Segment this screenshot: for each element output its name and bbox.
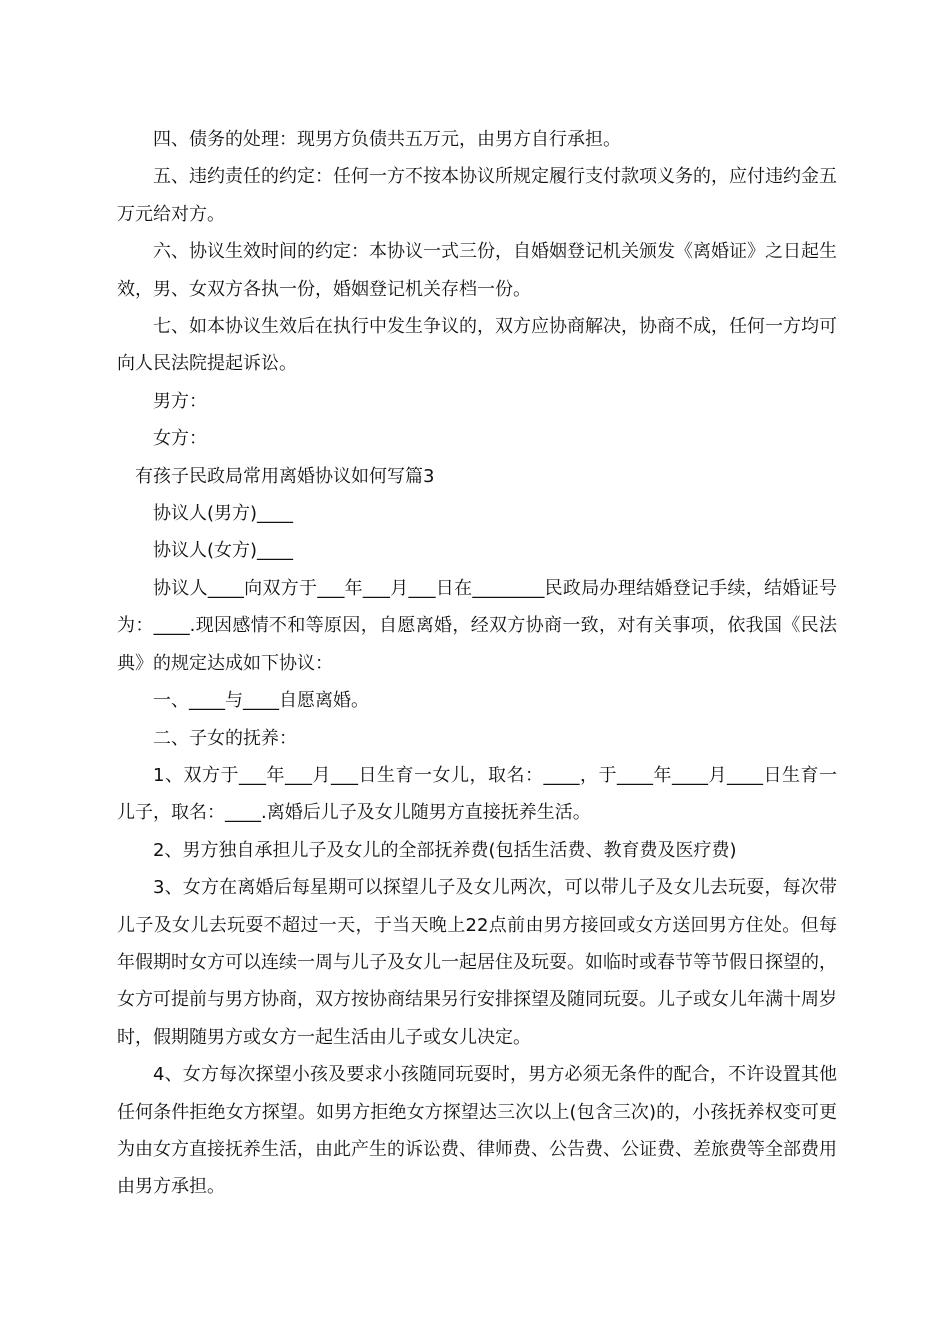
- paragraph-divorce: 一、____与____自愿离婚。: [153, 690, 369, 712]
- party-female: 协议人(女方)____: [153, 540, 294, 562]
- paragraph-preamble: 协议人____向双方于___年___月___日在________民政局办理结婚登记手续，结婚证号为：____.现因感情不和等原因，自愿离婚，经双方协商一致，对有关事项，依我国《民法典》的规定达成如下协议：: [117, 577, 837, 674]
- paragraph-breach: 五、违约责任的约定：任何一方不按本协议所规定履行支付款项义务的，应付违约金五万元给对方。: [117, 166, 837, 225]
- paragraph-debt: 四、债务的处理：现男方负债共五万元，由男方自行承担。: [153, 129, 621, 150]
- document-body: [117, 121, 837, 1206]
- paragraph-support: 2、男方独自承担儿子及女儿的全部抚养费(包括生活费、教育费及医疗费): [153, 839, 737, 861]
- paragraph-effective: 六、协议生效时间的约定：本协议一式三份，自婚姻登记机关颁发《离婚证》之日起生效，男、女双方各执一份，婚姻登记机关存档一份。: [117, 241, 837, 300]
- paragraph-visitation: 3、女方在离婚后每星期可以探望儿子及女儿两次，可以带儿子及女儿去玩耍，每次带儿子及女儿去玩耍不超过一天，于当天晚上22点前由男方接回或女方送回男方住处。但每年假期时女方可以连续一周与儿子及女儿一起居住及玩耍。如临时或春节等节假日探望的，女方可提前与男方协商，双方按协商结果另行安排探望及随同玩耍。儿子或女儿年满十周岁时，假期随男方或女方一起生活由儿子或女儿决定。: [117, 877, 837, 1048]
- signature-female: 女方：: [153, 428, 207, 450]
- party-male: 协议人(男方)____: [153, 503, 294, 525]
- paragraph-cooperation: 4、女方每次探望小孩及要求小孩随同玩耍时，男方必须无条件的配合，不许设置其他任何条件拒绝女方探望。如男方拒绝女方探望达三次以上(包含三次)的，小孩抚养权变可更为由女方直接抚养生活，由此产生的诉讼费、律师费、公告费、公证费、差旅费等全部费用由男方承担。: [117, 1064, 837, 1198]
- signature-male: 男方：: [153, 390, 207, 412]
- paragraph-custody-title: 二、子女的抚养：: [153, 727, 297, 749]
- paragraph-children: 1、双方于___年___月___日生育一女儿，取名：____，于____年____月____日生育一儿子，取名：____.离婚后儿子及女儿随男方直接抚养生活。: [117, 764, 837, 824]
- paragraph-dispute: 七、如本协议生效后在执行中发生争议的，双方应协商解决，协商不成，任何一方均可向人民法院提起诉讼。: [117, 316, 837, 375]
- section-heading: 有孩子民政局常用离婚协议如何写篇3: [135, 465, 435, 487]
